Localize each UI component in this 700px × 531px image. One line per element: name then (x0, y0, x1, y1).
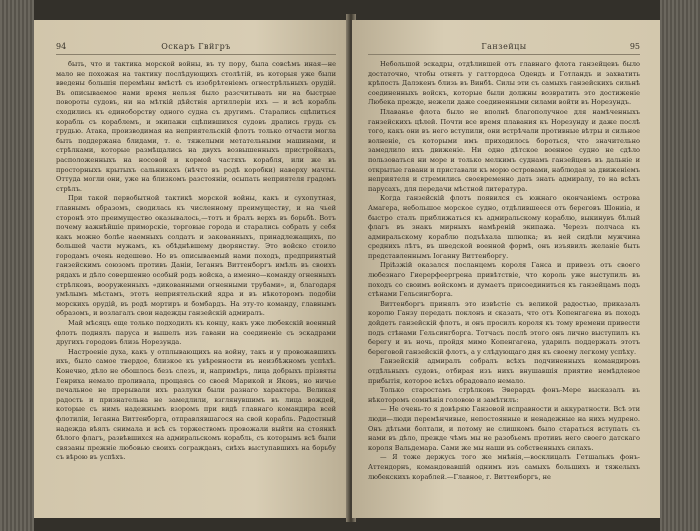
left-page-number: 94 (56, 42, 67, 51)
right-paragraph-4: Пріѣзжій оказался посланцемъ короля Ганса и привезъ отъ своего любезнаго Гиерерфеергрена привѣтствіе, что король уже выступилъ въ походъ со своимъ войскомъ и думаетъ присоединиться къ ганзейцамъ подъ стѣнами Гельсингборга. (368, 261, 640, 299)
right-page (352, 20, 660, 518)
right-page-number: 95 (629, 42, 640, 51)
left-header-rule (56, 54, 336, 55)
right-running-head: Ганзейцы (481, 42, 527, 51)
right-page-body (368, 60, 640, 482)
right-paragraph-2: Плаванье флота было не вполнѣ благополучное для намѣченныхъ ганзейскихъ цѣлей. Почти все время плавания къ Норезунду и даже послѣ того, какъ они въ него вступили, они встрѣчали противные вѣтры и сильное волненіе, съ которыми имъ приходилось бороться, что значительно замедлило ихъ движеніе. Ни одно дѣтское военное судно не сдѣло пользоваться ни море и только мелкимъ суднамъ ганзейцевъ въ дальніе и открытые гавани и приставали къ морю островами, наблюдая за движеніемъ неприятеля и стремились своевременно дать знать адмиралу, то на всѣхъ парусахъ, для передачи мѣстной литература. (368, 107, 640, 193)
left-page-body (56, 60, 336, 463)
left-page (34, 20, 350, 518)
right-paragraph-9: — Я тоже держусь того же мнѣнія,—восклицалъ Гетшалькъ фонъ-Аттендорнъ, командовавшій однимъ изъ самыхъ большихъ и тяжелыхъ любекскихъ кораблей.—Главное, г. Виттенборгъ, не (368, 453, 640, 481)
left-paragraph-2: При такой первобытной тактикѣ морской войны, какъ и сухопутная, главнымъ образомъ, сводилась къ численному преимуществу, и на чьей сторонѣ это преимущество оказывалось,—тотъ и бралъ верхъ въ борьбѣ. Вотъ почему важнѣйшіе приморскіе, торговые города и старались собрать у себя какъ можно болѣе наемныхъ солдатъ и закованныхъ, принадлежащихъ, по большей части мужамъ, къ обѣднѣвшему дворянству. Это войско стоило городамъ очень недешево. Но въ описываемый нами походъ, предпринятый ганзейскимъ союзомъ противъ Даніи, Іеганнъ Виттенборгъ имѣлъ въ своихъ рядахъ и дѣло совершенно особый родъ войска, а именно—команду огненныхъ стрѣлковъ, вооруженныхъ «дикованными огненными трубами», и, благодаря умѣлымъ мѣстамъ, этотъ неприятельский ядра и въ нѣкоторомъ подобіи морскихъ орудій, въ родѣ мортиръ и бомбардъ. На эту-то команду, главнымъ образомъ, и возлагалъ свои надежды ганзейскій адмиралъ. (56, 194, 336, 318)
right-paragraph-8: — Не очень-то я довѣряю Ганзовой исправности и аккуратности. Всѣ эти люди—люди перемѣнчивые, непостоянные и ненадежные на нихъ мудрено. Онъ дѣтьми болтали, и потому не слишкомъ было стараться вступать съ нами въ дѣло, прежде чѣмъ мы не разобьемъ противъ него своего датскаго короля Вальдемара. Сами же мы наши въ собственныхъ силахъ. (368, 405, 640, 452)
left-paragraph-4: Настроеніе духа, какъ у отплывающихъ на войну, такъ и у провожавшихъ ихъ, было самое твердое, близкое къ увѣренности въ неизбѣжномъ успѣхѣ. Конечно, дѣло не обошлось безъ слезъ, и, напримѣръ, лица добрыхъ прізвяты Генриха немало проливала, прощаясь со своей Марикой и Яковъ, но ничье печальное не прерывали ихъ разлуки были разнаго характера. Великая радость и признательна не замедлили, взглянувшимъ въ лица вождей, которые съ нимъ надежнымъ взоромъ при видѣ главнаго командира всей флотиліи, Іеганна Виттенборга, отправлявшагося на свой корабль. Радостный надежда вѣялъ снимала и всѣ съ торжествомъ провожали выйти на стоянкѣ бѣлого флагъ, развѣвшихся на адмиральскомъ корабль, съ которымъ всѣ были связаны прежніе любовью своихъ согражданъ, сиѣхъ выступавшихъ на борьбу съ вѣрою въ успѣхъ. (56, 347, 336, 462)
book-cover-left-edge (0, 0, 34, 531)
right-paragraph-5: Виттенборгъ принялъ это извѣстіе съ великой радостью, приказалъ королю Ганзу передать поклонъ и сказать, что отъ Копенгагена въ походъ дойдетъ ганзейскій флотъ, и онъ просилъ короля къ тому времени привести подъ стѣнами Гельсингборга. Тотчасъ послѣ этого онъ лично выступилъ къ берегу и въ ночь, пройдя мимо Копенгагена, ударилъ поддержать этотъ береговой ганзейскій флотъ, а у слѣдующаго дня къ своему легкому успѣху. (368, 299, 640, 356)
right-paragraph-7: Только старостамъ стрѣлковъ Эверардъ фонъ-Мере высказалъ въ нѣкоторомъ сомнѣнія головою и замѣтилъ: (368, 386, 640, 404)
right-page-header (368, 42, 640, 54)
right-paragraph-6: Ганзейскій адмиралъ собралъ всѣхъ подчиненныхъ командировъ отдѣльныхъ судовъ, отбирая изъ нихъ внушавшія приятие немѣдленое прибытія, которое всѣхъ обрадовало немало. (368, 357, 640, 385)
left-page-header (56, 42, 336, 54)
book-cover-right-edge (660, 0, 700, 531)
right-paragraph-1: Небольшой эскадры, отдѣлившей отъ главнаго флота ганзейцевъ было достаточно, чтобы отнять у гаттордоса Одендъ и Готландъ и захватить крѣпость Далэкенъ близь въ Винбѣ. Силы эти съ самыхъ ганзейскихъ сильнѣ соединенныхъ войскъ, которые были должны возвратить это достиженіе Любека прежде, нежели даже соединенными силами войти въ Норезундъ. (368, 60, 640, 107)
left-running-head: Оскаръ Гвйгръ (161, 42, 231, 51)
right-paragraph-3: Когда ганзейскій флотъ появился съ южнаго окончаніемъ острова Амагера, небольшое морское судно, отдѣлившееся отъ береговъ Шониіа, и быстро сталъ приближаться къ адмиральскому кораблю, выкинувъ бѣлый флагъ въ знакъ мирныхъ намѣреній экипажа. Черезъ полчаса къ адмиральскому кораблю подъѣхала шлюпка; въ ней сидѣли мужчина среднихъ лѣтъ, въ шведской военной формѣ, онъ изъявилъ желаніе быть представленнымъ Іоганну Виттенборгу. (368, 194, 640, 260)
right-header-rule (368, 54, 640, 55)
left-paragraph-3: Май мѣсяцъ еще только подходилъ къ концу, какъ уже любекскій военный флотъ поднялъ паруса и вышелъ изъ гавани на соединеніе съ эскадрами другихъ городовъ близь Норезунда. (56, 319, 336, 347)
left-paragraph-1: быть, что и тактика морской войны, въ ту пору, была совсѣмъ иная—не мало не похожая на тактику послѣдующихъ столѣтій, въ которыя уже были введены большія перемѣны вмѣстѣ съ изобрѣтеніемъ огнестрѣльныхъ орудій. Въ описываемое нами время нельзя было разсчитывать ни на быстрые повороты судовъ, ни на мѣткій дѣйствія артиллеріи ихъ — и всѣ корабль сходились къ единоборству одного судна съ другимъ. Старались сцѣпиться корабль съ кораблемъ, и экипажи сцѣпившихся судовъ дрались грудь съ грудью. Атака, производимая на неприятельскій флотъ только отчасти могла быть поддержана блидами, т. е. тяжелыми метательными машинами, и стрѣлками, которые размѣщались на двухъ возвышенныхъ пристройкахъ, расположенныхъ на носовой и кормой частяхъ корабля, или же въ просторныхъ крытыхъ сальникахъ (нѣчто въ родѣ коробки) наверху мачты. Оттуда могли они, уже на близкомъ разстояніи, осыпать неприятеля градомъ стрѣлъ. (56, 60, 336, 193)
